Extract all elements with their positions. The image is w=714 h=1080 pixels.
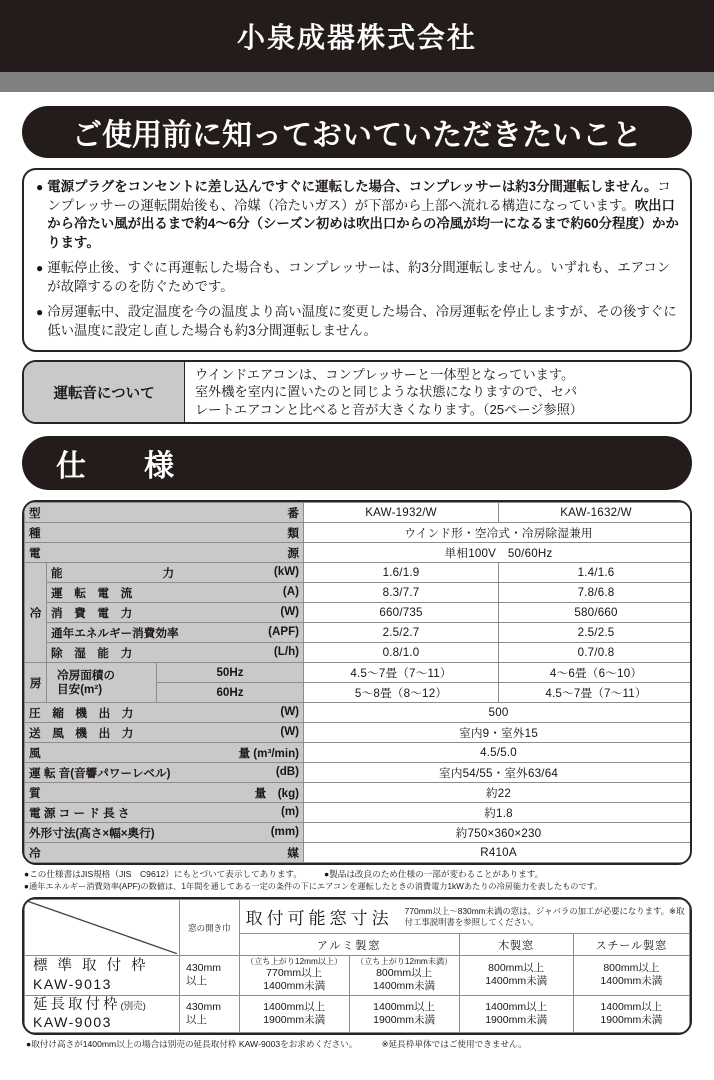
- diagonal-divider-cell: [25, 900, 180, 956]
- table-row: [25, 763, 693, 783]
- material-header-wood: 木製窓: [459, 934, 573, 956]
- label-left: 冷: [29, 846, 41, 860]
- operating-sound-box: [22, 360, 692, 424]
- label-right: 媒: [287, 846, 300, 860]
- table-row: [25, 603, 693, 623]
- label-left: 電 源 コ ー ド 長 さ: [29, 806, 130, 820]
- table-row: [25, 523, 693, 543]
- table-row: [25, 503, 693, 523]
- spec-value-area60-a: 5〜8畳（8〜12）: [304, 683, 499, 703]
- label-right: 類: [287, 526, 300, 540]
- spec-value-dehumid-b: 0.7/0.8: [499, 643, 692, 663]
- spec-value-capacity-a: 1.6/1.9: [304, 563, 499, 583]
- spec-table: [24, 502, 692, 863]
- spec-heading-text: 仕 様: [56, 450, 188, 483]
- operating-sound-line-3: レートエアコンと比べると音が大きくなります。（25ページ参照）: [195, 401, 583, 417]
- spec-value-capacity-b: 1.4/1.6: [499, 563, 692, 583]
- label-left: 通年エネルギー消費効率: [51, 626, 179, 640]
- label-left: 除 湿 能 力: [51, 646, 133, 660]
- spec-label-area: [47, 663, 157, 703]
- label-unit: 量 (kg): [254, 786, 300, 800]
- table-row: [25, 643, 693, 663]
- label-unit: (W): [280, 704, 300, 718]
- frame-extension-code: KAW-9003: [33, 1014, 112, 1031]
- frame-extension-alumi-b: [349, 995, 459, 1033]
- label-unit: 量 (m³/min): [238, 746, 300, 760]
- frame-standard-steel: [573, 955, 689, 995]
- spec-label-type: [25, 523, 304, 543]
- bullet-icon: ●: [36, 261, 44, 275]
- spec-value-compressor: 500: [304, 703, 692, 723]
- notice-item-text: 冷房運転中、設定温度を今の温度より高い温度に変更した場合、冷房運転を停止しますが、その後すぐに低い温度に設定し直した場合も約3分間運転しません。: [47, 304, 677, 338]
- spec-table-container: [22, 500, 692, 865]
- opening-qualifier: 以上: [185, 1014, 207, 1027]
- spec-footnote-jis: ●この仕様書はJIS規格（JIS C9612）にもとづいて表示してあります。: [24, 869, 302, 879]
- frame-extension-cell: [25, 995, 180, 1033]
- table-row: [25, 995, 690, 1033]
- spec-value-refrigerant: R410A: [304, 843, 692, 863]
- label-left: 質: [29, 786, 41, 800]
- label-left: 運 転 電 流: [51, 586, 133, 600]
- steel-line2: 1400mm未満: [600, 975, 663, 988]
- spec-value-dehumid-a: 0.8/1.0: [304, 643, 499, 663]
- label-unit: (L/h): [273, 644, 300, 658]
- label-left: 圧 縮 機 出 力: [29, 706, 134, 720]
- spec-group-label-rei: 冷: [25, 563, 47, 663]
- table-row: [25, 823, 693, 843]
- notice-segment-bold-2: 吹出口から冷たい風が出るまで約4〜6分（シーズン初めは吹出口からの冷風が均一になるまで約60分程度）かかります。: [47, 197, 679, 250]
- frame-standard-wood: [459, 955, 573, 995]
- wood-line2: 1900mm未満: [485, 1014, 548, 1027]
- spec-label-refrigerant: [25, 843, 304, 863]
- alumi-b-line1: 800mm以上: [376, 967, 433, 980]
- notice-heading-text: ご使用前に知っておいていただきたいこと: [72, 119, 642, 152]
- alumi-sub-a: （立ち上がり12mm以上）: [245, 956, 343, 966]
- label-left: 外形寸法(高さ×幅×奥行): [29, 826, 155, 840]
- spec-value-apf-a: 2.5/2.7: [304, 623, 499, 643]
- bullet-icon: ●: [36, 305, 44, 319]
- window-footnote-a: ●取付け高さが1400mm以上の場合は別売の延長取付枠 KAW‐9003をお求めください。: [26, 1039, 358, 1050]
- table-row: [25, 663, 693, 683]
- table-row: [25, 703, 693, 723]
- steel-line1: 1400mm以上: [600, 1000, 663, 1013]
- spec-value-model-a: KAW-1932/W: [304, 503, 499, 523]
- label-left: 型: [29, 506, 41, 520]
- notice-item-text: [47, 178, 680, 252]
- notice-segment-bold: 電源プラグをコンセントに差し込んですぐに運転した場合、コンプレッサーは約3分間運転しません。: [47, 179, 658, 194]
- notice-item: [36, 259, 680, 296]
- frame-extension-wood: [459, 995, 573, 1033]
- operating-sound-body: [185, 362, 690, 422]
- table-row: [25, 743, 693, 763]
- opening-value: 430mm: [185, 1000, 221, 1013]
- spec-label-compressor: [25, 703, 304, 723]
- label-right: 源: [287, 546, 300, 560]
- spec-value-consumption-b: 580/660: [499, 603, 692, 623]
- material-header-steel: スチール製窓: [573, 934, 689, 956]
- steel-line2: 1900mm未満: [600, 1014, 663, 1027]
- area-label-line2: 目安(m²): [57, 682, 103, 696]
- company-name: 小泉成器株式会社: [236, 22, 477, 53]
- label-unit: (mm): [270, 824, 300, 838]
- table-row: [25, 723, 693, 743]
- notice-item: [36, 303, 680, 340]
- spec-label-cord: [25, 803, 304, 823]
- spec-group-label-bou: 房: [25, 663, 47, 703]
- spec-label-current: [47, 583, 304, 603]
- steel-line1: 800mm以上: [603, 962, 660, 975]
- label-mid: 力: [162, 566, 175, 580]
- spec-value-cord: 約1.8: [304, 803, 692, 823]
- window-table-title: 取付可能窓寸法: [245, 909, 393, 929]
- spec-label-dehumid: [47, 643, 304, 663]
- spec-label-noise: [25, 763, 304, 783]
- label-left: 消 費 電 力: [51, 606, 133, 620]
- spec-value-model-b: KAW-1632/W: [499, 503, 692, 523]
- alumi-a-line2: 1400mm未満: [263, 980, 326, 993]
- operating-sound-line-2: 室外機を室内に置いたのと同じような状態になりますので、セパ: [195, 384, 578, 400]
- spec-label-airflow: [25, 743, 304, 763]
- frame-standard-alumi-a: [239, 955, 349, 995]
- page-header: [0, 0, 714, 72]
- wood-line1: 800mm以上: [488, 962, 545, 975]
- spec-value-current-a: 8.3/7.7: [304, 583, 499, 603]
- spec-label-weight: [25, 783, 304, 803]
- label-left: 電: [29, 546, 41, 560]
- table-row: [25, 583, 693, 603]
- opening-value: 430mm: [185, 962, 221, 975]
- alumi-b-line2: 1400mm未満: [373, 980, 436, 993]
- label-unit: (W): [280, 604, 300, 618]
- area-label-line1: 冷房面積の: [57, 668, 115, 682]
- frame-extension-name-sub: (別売): [120, 1000, 146, 1012]
- notice-item-text: 運転停止後、すぐに再運転した場合も、コンプレッサーは、約3分間運転しません。いずれも、エアコンが故障するのを防ぐためです。: [47, 260, 671, 294]
- notice-box: [22, 168, 692, 352]
- label-unit: (APF): [268, 624, 300, 638]
- spec-value-apf-b: 2.5/2.5: [499, 623, 692, 643]
- window-size-table: [24, 899, 690, 1033]
- table-row: [25, 543, 693, 563]
- spec-value-power: 単相100V 50/60Hz: [304, 543, 692, 563]
- spec-label-fan: [25, 723, 304, 743]
- spec-sub-50hz: 50Hz: [157, 663, 304, 683]
- table-header-row: [25, 900, 690, 934]
- label-left: 種: [29, 526, 41, 540]
- spec-footnote-apf: ●通年エネルギー消費効率(APF)の数値は、1年間を通してある一定の条件の下にエアコンを運転したときの消費電力1kWあたりの冷房能力を表したものです。: [24, 881, 603, 891]
- alumi-b-line2: 1900mm未満: [373, 1014, 436, 1027]
- window-title-cell: [239, 900, 689, 934]
- header-gray-band: [0, 72, 714, 92]
- notice-segment-normal: コンプレッサーの運転開始後も、冷媒（冷たいガス）が下部から上部へ流れる構造になっています。: [47, 179, 671, 213]
- window-footnote-b: ※延長枠単体ではご使用できません。: [381, 1039, 527, 1050]
- label-left: 運 転 音(音響パワーレベル): [29, 766, 171, 780]
- wood-line2: 1400mm未満: [485, 975, 548, 988]
- notice-heading-pill: [22, 106, 692, 158]
- diagonal-line-icon: [27, 901, 177, 954]
- spec-footnote-improvement: ●製品は改良のため仕様の一部が変わることがあります。: [323, 869, 544, 879]
- spec-value-type: ウインド形・空冷式・冷房除湿兼用: [304, 523, 692, 543]
- spec-value-area60-b: 4.5〜7畳（7〜11）: [499, 683, 692, 703]
- alumi-sub-b: （立ち上がり12mm未満）: [355, 956, 453, 966]
- table-row: [25, 563, 693, 583]
- alumi-a-line1: 1400mm以上: [263, 1000, 326, 1013]
- frame-standard-cell: [25, 955, 180, 995]
- notice-item: [36, 178, 680, 252]
- spec-sub-60hz: 60Hz: [157, 683, 304, 703]
- wood-line1: 1400mm以上: [485, 1000, 548, 1013]
- frame-extension-name-main: 延長取付枠: [33, 996, 121, 1013]
- label-unit: (m): [281, 804, 300, 818]
- operating-sound-label: 運転音について: [24, 362, 185, 422]
- spec-label-power: [25, 543, 304, 563]
- spec-heading-pill: [22, 436, 692, 490]
- operating-sound-line-1: ウインドエアコンは、コンプレッサーと一体型となっています。: [195, 366, 575, 382]
- opening-qualifier: 以上: [185, 975, 207, 988]
- spec-label-model: [25, 503, 304, 523]
- spec-value-noise: 室内54/55・室外63/64: [304, 763, 692, 783]
- window-opening-header: 窓の開き巾: [179, 900, 239, 956]
- spec-value-current-b: 7.8/6.8: [499, 583, 692, 603]
- frame-standard-code: KAW-9013: [33, 975, 112, 992]
- spec-footnote-row-1: [24, 868, 690, 881]
- window-size-table-container: [22, 897, 692, 1035]
- alumi-a-line2: 1900mm未満: [263, 1014, 326, 1027]
- spec-value-fan: 室内9・室外15: [304, 723, 692, 743]
- spec-value-area50-b: 4〜6畳（6〜10）: [499, 663, 692, 683]
- spec-value-airflow: 4.5/5.0: [304, 743, 692, 763]
- frame-extension-alumi-a: [239, 995, 349, 1033]
- table-row: [25, 783, 693, 803]
- spec-value-weight: 約22: [304, 783, 692, 803]
- label-unit: (W): [280, 724, 300, 738]
- material-header-aluminum: アルミ製窓: [239, 934, 459, 956]
- window-table-footnotes: [26, 1038, 688, 1050]
- spec-label-apf: [47, 623, 304, 643]
- spec-value-dimensions: 約750×360×230: [304, 823, 692, 843]
- frame-standard-opening: [179, 955, 239, 995]
- label-unit: (kW): [273, 564, 300, 578]
- label-left: 送 風 機 出 力: [29, 726, 134, 740]
- spec-label-dimensions: [25, 823, 304, 843]
- table-row: [25, 803, 693, 823]
- label-right: 番: [287, 506, 300, 520]
- frame-standard-alumi-b: [349, 955, 459, 995]
- spec-label-consumption: [47, 603, 304, 623]
- alumi-b-line1: 1400mm以上: [373, 1000, 436, 1013]
- label-unit: (dB): [275, 764, 300, 778]
- table-row: [25, 843, 693, 863]
- window-table-note: 770mm以上〜830mm未満の窓は、ジャバラの加工が必要になります。※取付工事説明書を参照してください。: [404, 905, 685, 927]
- frame-extension-opening: [179, 995, 239, 1033]
- frame-standard-name: 標 準 取 付 枠: [33, 957, 149, 974]
- bullet-icon: ●: [36, 180, 44, 194]
- frame-extension-steel: [573, 995, 689, 1033]
- frame-extension-name: [33, 997, 177, 1015]
- alumi-a-line1: 770mm以上: [266, 967, 323, 980]
- label-left: 能: [51, 566, 63, 580]
- table-row: [25, 623, 693, 643]
- spec-label-capacity: [47, 563, 304, 583]
- label-left: 風: [29, 746, 41, 760]
- spec-value-consumption-a: 660/735: [304, 603, 499, 623]
- table-row: [25, 955, 690, 995]
- label-unit: (A): [282, 584, 300, 598]
- spec-value-area50-a: 4.5〜7畳（7〜11）: [304, 663, 499, 683]
